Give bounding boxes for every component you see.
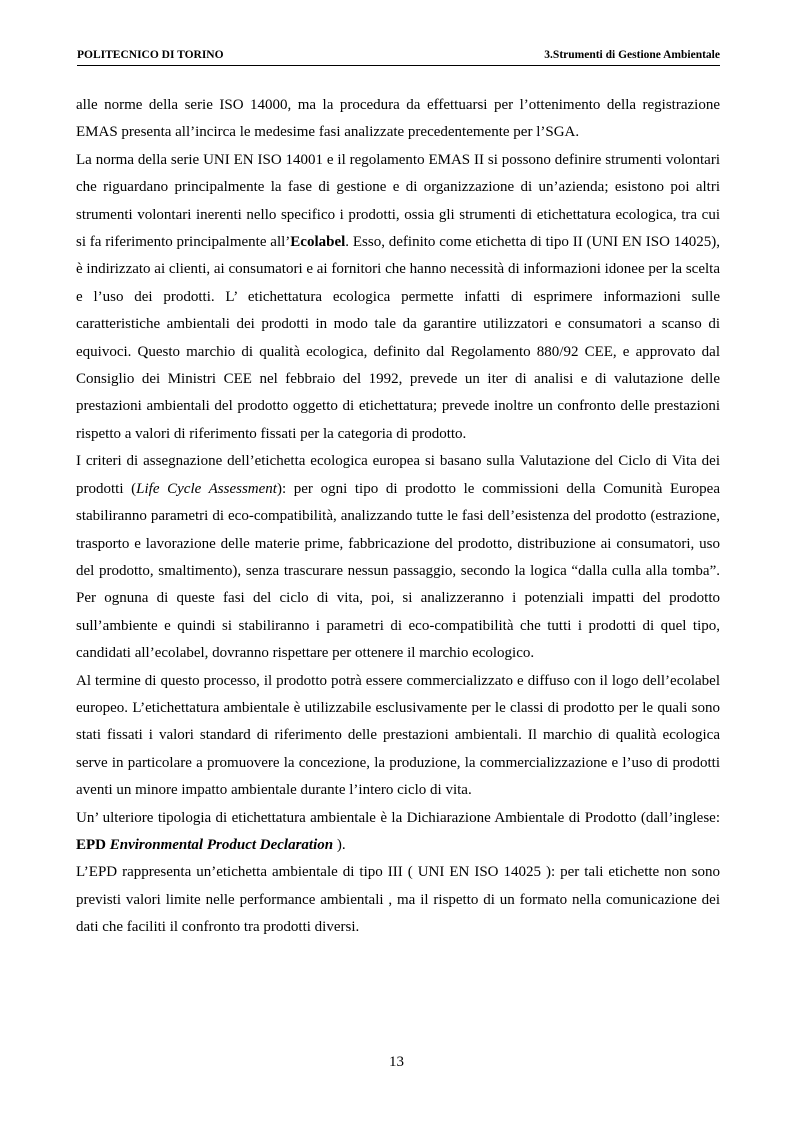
paragraph-4-text: Al termine di questo processo, il prodotto potrà essere commercializzato e diffuso con il logo dell’ecolabel europeo. L’etichettatura ambientale è utilizzabile esclusivamente per le classi di prodotto per le quali sono stati fissati i valori standard di riferimento delle prestazioni ambientali. Il marchio di qualità ecologica serve in particolare a promuovere la concezione, la produzione, la commercializzazione e l’uso di prodotti aventi un minore impatto ambientale durante l’intero ciclo di vita. xyxy=(76,672,720,799)
header-chapter-title: 3.Strumenti di Gestione Ambientale xyxy=(544,49,720,61)
paragraph-3-text-before: I criteri di assegnazione dell’etichetta ecologica europea si basano sulla Valutazione del Ciclo di Vita dei prodotti ( xyxy=(76,453,720,497)
paragraph-5-text-before: Un’ ulteriore tipologia di etichettatura ambientale è la Dichiarazione Ambientale di Prodotto (dall’inglese: xyxy=(76,809,720,826)
header-institution: POLITECNICO DI TORINO xyxy=(77,49,224,61)
body-text xyxy=(76,92,720,942)
paragraph-4 xyxy=(76,668,720,805)
page-header xyxy=(77,49,720,66)
paragraph-3 xyxy=(76,448,720,667)
paragraph-5-text-after: ). xyxy=(333,836,346,853)
paragraph-1-text: alle norme della serie ISO 14000, ma la procedura da effettuarsi per l’ottenimento della registrazione EMAS presenta all’incirca le medesime fasi analizzate precedentemente per l’SGA. xyxy=(76,97,720,141)
ecolabel-term: Ecolabel xyxy=(290,234,346,251)
paragraph-2 xyxy=(76,147,720,448)
epd-full-name: Environmental Product Declaration xyxy=(109,836,334,853)
paragraph-6 xyxy=(76,859,720,941)
paragraph-2-text-after: . Esso, definito come etichetta di tipo II (UNI EN ISO 14025), è indirizzato ai clienti, ai consumatori e ai fornitori che hanno necessità di informazioni idonee per la scelta e l’uso dei prodotti. L’ etichettatura ecologica permette infatti di esprimere informazioni sulle caratteristiche ambientali dei prodotti in modo tale da garantire utilizzatori e consumatori a scanso di equivoci. Questo marchio di qualità ecologica, definito dal Regolamento 880/92 CEE, e approvato dal Consiglio dei Ministri CEE nel febbraio del 1992, prevede un iter di analisi e di valutazione delle prestazioni ambientali del prodotto oggetto di etichettatura; prevede inoltre un confronto delle prestazioni rispetto a valori di riferimento fissati per la categoria di prodotto. xyxy=(76,234,720,442)
page-number: 13 xyxy=(389,1054,404,1070)
epd-acronym: EPD xyxy=(76,836,106,853)
lca-term: Life Cycle Assessment xyxy=(136,480,277,497)
paragraph-2-text-before: La norma della serie UNI EN ISO 14001 e il regolamento EMAS II si possono definire strumenti volontari che riguardano principalmente la fase di gestione e di organizzazione di un’azienda; esistono poi altri strumenti volontari inerenti nello specifico i prodotti, ossia gli strumenti di etichettatura ecologica, tra cui si fa riferimento principalmente all’ xyxy=(76,151,720,251)
paragraph-3-text-after: ): per ogni tipo di prodotto le commissioni della Comunità Europea stabiliranno parametri di eco-compatibilità, analizzando tutte le fasi dell’esistenza del prodotto (estrazione, trasporto e lavorazione delle materie prime, fabbricazione del prodotto, distribuzione ai consumatori, uso del prodotto, smaltimento), senza trascurare nessun passaggio, secondo la logica “dalla culla alla tomba”. Per ognuna di queste fasi del ciclo di vita, poi, si analizzeranno i potenziali impatti del prodotto sull’ambiente e quindi si stabiliranno i parametri di eco-compatibilità che tutti i prodotti di quel tipo, candidati all’ecolabel, dovranno rispettare per ottenere il marchio ecologico. xyxy=(76,480,720,662)
paragraph-5 xyxy=(76,805,720,860)
paragraph-6-text: L’EPD rappresenta un’etichetta ambientale di tipo III ( UNI EN ISO 14025 ): per tali etichette non sono previsti valori limite nelle performance ambientali , ma il rispetto di un formato nella comunicazione dei dati che faciliti il confronto tra prodotti diversi. xyxy=(76,864,720,936)
paragraph-1 xyxy=(76,92,720,147)
